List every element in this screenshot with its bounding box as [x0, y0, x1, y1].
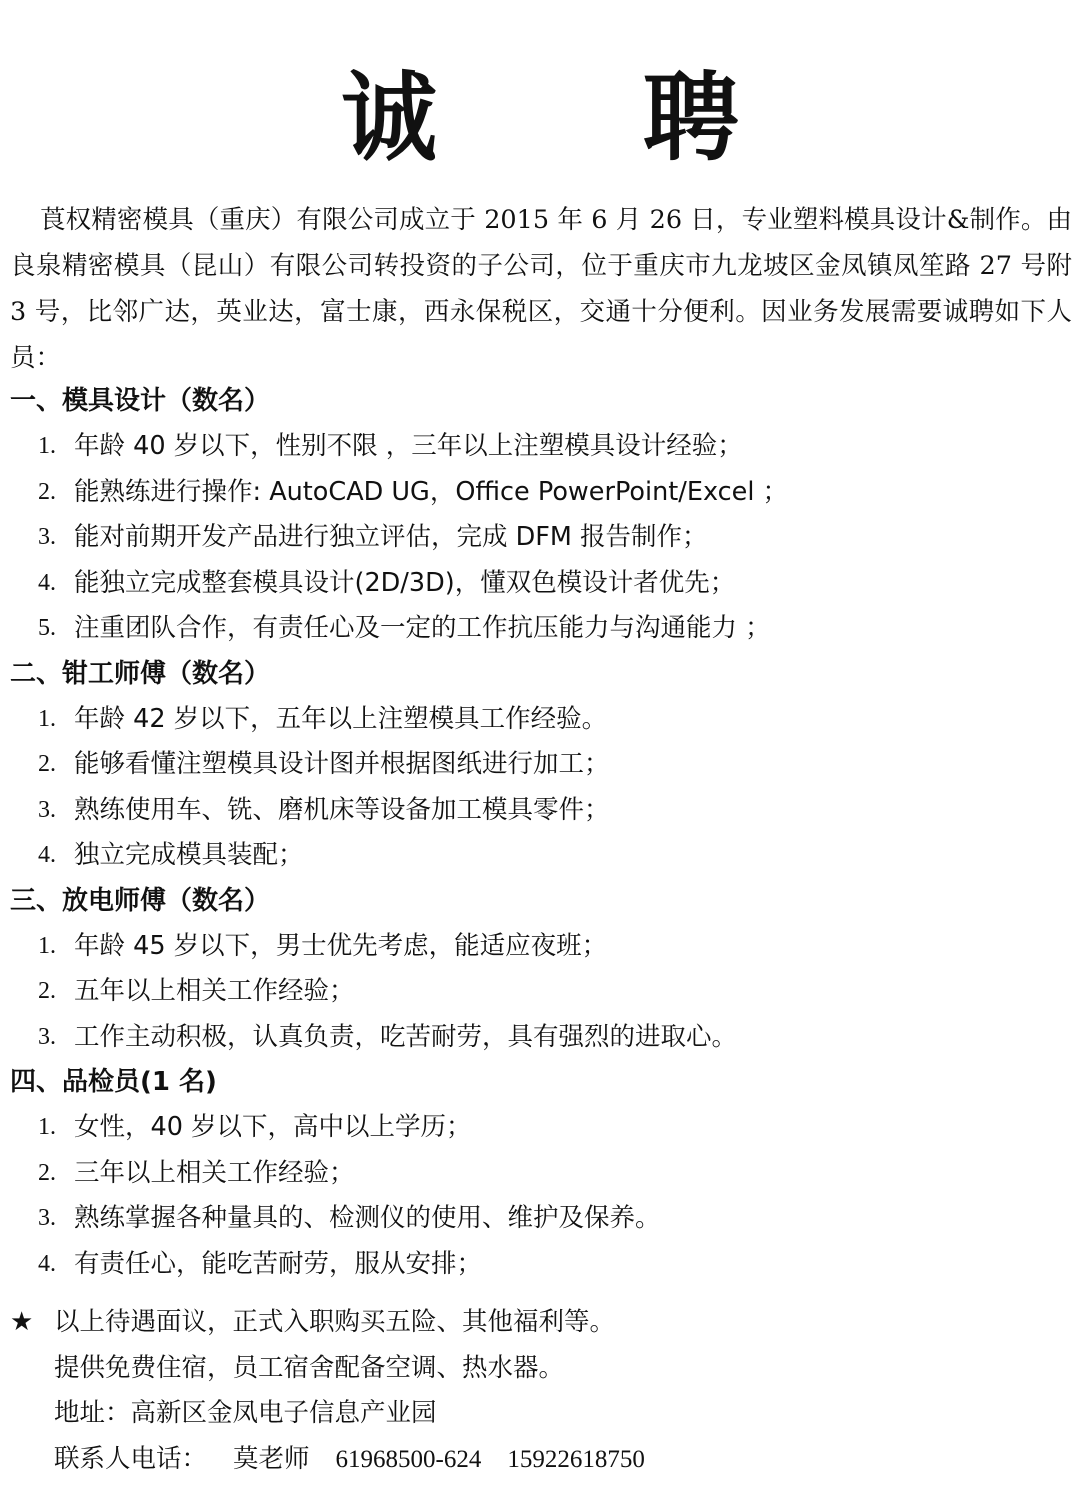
list-item-text: 注重团队合作，有责任心及一定的工作抗压能力与沟通能力 ；	[74, 613, 771, 643]
list-item-text: 五年以上相关工作经验；	[74, 976, 355, 1006]
section-heading: 二、钳工师傅（数名）	[10, 658, 271, 689]
list-item	[10, 1242, 1072, 1288]
address-line	[10, 1391, 1072, 1437]
job-sections	[10, 379, 1072, 1287]
list-item-text: 熟练使用车、铣、磨机床等设备加工模具零件；	[74, 794, 610, 825]
page-title: 诚 聘	[341, 62, 825, 174]
list-item-text: 年龄 45 岁以下，男士优先考虑，能适应夜班；	[74, 930, 608, 961]
list-item-number: 3.	[38, 524, 56, 550]
list-item-text: 能对前期开发产品进行独立评估，完成 DFM 报告制作；	[74, 522, 708, 552]
list-item-text: 有责任心，能吃苦耐劳，服从安排；	[74, 1248, 483, 1279]
list-item	[10, 742, 1072, 788]
list-item-text: 三年以上相关工作经验；	[74, 1157, 355, 1188]
contact-label: 联系人电话：	[54, 1443, 208, 1474]
contact-phone-1: 61968500-624	[335, 1445, 482, 1473]
list-item-number: 1.	[38, 932, 56, 959]
list-item-number: 1.	[38, 433, 56, 459]
section-heading: 三、放电师傅（数名）	[10, 885, 271, 916]
list-item-number: 5.	[38, 615, 56, 641]
list-item	[10, 424, 1072, 470]
list-item-text: 女性，40 岁以下，高中以上学历；	[74, 1112, 472, 1142]
list-item-text: 工作主动积极，认真负责，吃苦耐劳，具有强烈的进取心。	[74, 1021, 738, 1052]
list-item-number: 2.	[38, 978, 56, 1004]
list-item	[10, 606, 1072, 652]
star-icon: ★	[10, 1307, 34, 1337]
section-heading: 四、品检员(1 名)	[10, 1067, 217, 1097]
list-item-number: 4.	[38, 1250, 56, 1277]
list-item-number: 4.	[38, 569, 56, 596]
list-item	[10, 697, 1072, 743]
list-item-text: 独立完成模具装配；	[74, 840, 304, 870]
contact-phone-2: 15922618750	[507, 1445, 645, 1473]
notes	[10, 1300, 1072, 1482]
list-item	[10, 788, 1072, 834]
list-item	[10, 1196, 1072, 1242]
list-item	[10, 1105, 1072, 1151]
list-item	[10, 515, 1072, 561]
list-item-text: 年龄 42 岁以下，五年以上注塑模具工作经验。	[74, 703, 608, 734]
benefits-text: 以上待遇面议，正式入职购买五险、其他福利等。	[54, 1307, 616, 1337]
list-item-text: 能独立完成整套模具设计(2D/3D)，懂双色模设计者优先；	[74, 567, 736, 598]
list-item-number: 2.	[38, 1159, 56, 1186]
list-item	[10, 470, 1072, 516]
list-item-text: 年龄 40 岁以下，性别不限 ，三年以上注塑模具设计经验；	[74, 431, 743, 461]
list-item	[10, 1015, 1072, 1061]
contact-line	[10, 1437, 1072, 1483]
list-item	[10, 1151, 1072, 1197]
housing-text: 提供免费住宿，员工宿舍配备空调、热水器。	[54, 1352, 565, 1383]
company-intro: 莨权精密模具（重庆）有限公司成立于 2015 年 6 月 26 日，专业塑料模具设计&制作。由良泉精密模具（昆山）有限公司转投资的子公司，位于重庆市九龙坡区金凤镇凤笙路 27 号附 3 号，比邻广达，英业达，富士康，西永保税区，交通十分便利。因业务发展需要诚聘如下人员：	[10, 205, 1072, 373]
list-item-number: 3.	[38, 1023, 56, 1050]
list-item	[10, 969, 1072, 1015]
list-item	[10, 833, 1072, 879]
benefits-line	[10, 1300, 1072, 1346]
list-item-text: 熟练掌握各种量具的、检测仪的使用、维护及保养。	[74, 1203, 661, 1233]
list-item-text: 能熟练进行操作: AutoCAD UG，Office PowerPoint/Excel ；	[74, 476, 789, 507]
list-item-number: 1.	[38, 705, 56, 732]
list-item-number: 1.	[38, 1114, 56, 1140]
housing-line	[10, 1346, 1072, 1392]
list-item	[10, 924, 1072, 970]
list-item-number: 2.	[38, 478, 56, 505]
list-item-number: 3.	[38, 796, 56, 823]
list-item-number: 2.	[38, 751, 56, 777]
list-item-number: 4.	[38, 842, 56, 868]
list-item-text: 能够看懂注塑模具设计图并根据图纸进行加工；	[74, 749, 610, 779]
contact-name: 莫老师	[233, 1443, 310, 1474]
list-item	[10, 561, 1072, 607]
address-text: 地址：高新区金凤电子信息产业园	[54, 1398, 437, 1428]
section-heading: 一、模具设计（数名）	[10, 386, 271, 416]
list-item-number: 3.	[38, 1205, 56, 1231]
